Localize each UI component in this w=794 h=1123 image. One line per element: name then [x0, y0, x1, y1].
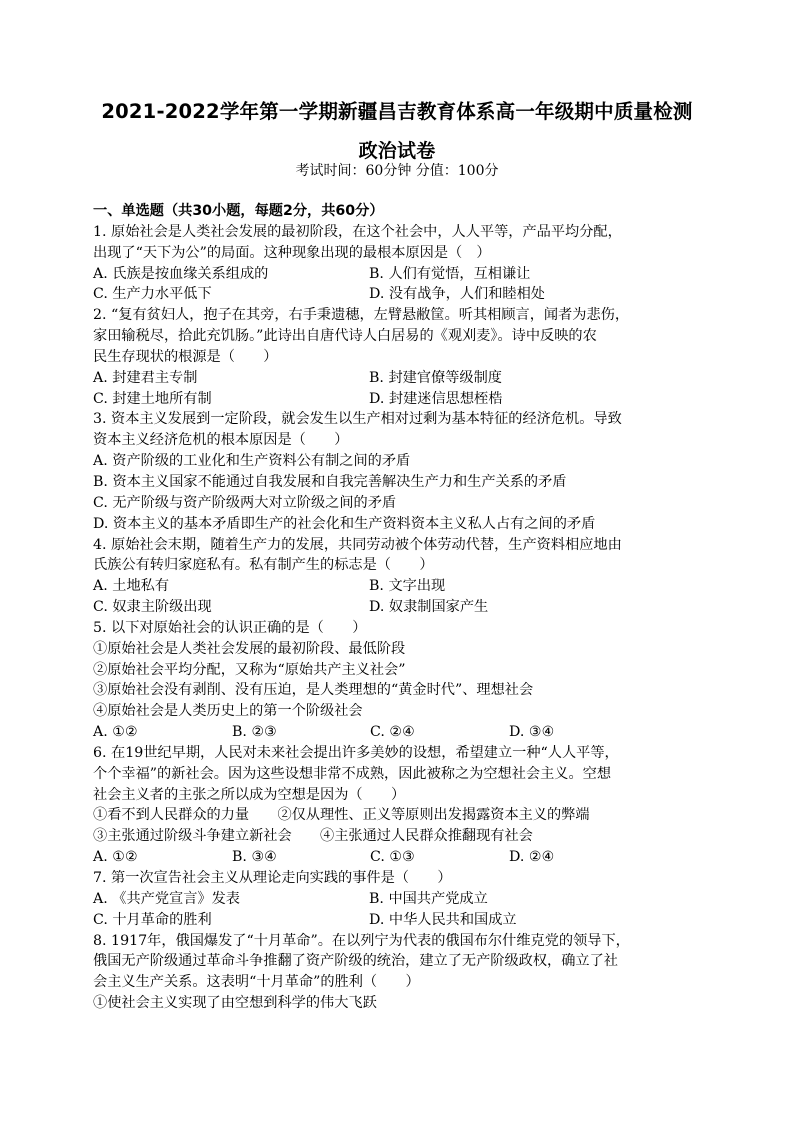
option-c: C. 十月革命的胜利 — [93, 911, 212, 928]
option-a: A. 土地私有 — [93, 578, 170, 595]
option-c: C. ②④ — [370, 724, 415, 741]
question-7-options-row — [93, 889, 713, 910]
question-6-stem-line: 6. 在19世纪早期，人民对未来社会提出许多美妙的设想，希望建立一种“人人平等， — [93, 744, 619, 761]
option-b: B. 文字出现 — [369, 578, 446, 595]
option-c: C. 封建土地所有制 — [93, 390, 212, 407]
question-6-stem-line: 个个幸福”的新社会。因为这些设想非常不成熟，因此被称之为空想社会主义。空想 — [93, 765, 612, 782]
option-c: C. 生产力水平低下 — [93, 286, 212, 303]
question-6-statement: ③主张通过阶级斗争建立新社会 ④主张通过人民群众推翻现有社会 — [93, 828, 533, 845]
question-8-stem-line: 8. 1917年，俄国爆发了“十月革命”。在以列宁为代表的俄国布尔什维克党的领导下， — [93, 932, 630, 949]
question-8-stem-line: 俄国无产阶级通过革命斗争推翻了资产阶级的统治，建立了无产阶级政权，确立了社 — [93, 953, 618, 970]
exam-body — [93, 201, 713, 1014]
question-7-stem-line: 7. 第一次宣告社会主义从理论走向实践的事件是（ ） — [93, 870, 452, 886]
question-2-options-row — [93, 389, 713, 410]
question-5-options-row — [93, 722, 713, 743]
question-2-stem-line: 家田输税尽，拾此充饥肠。”此诗出自唐代诗人白居易的《观刈麦》。诗中反映的农 — [93, 328, 597, 345]
question-8-stem-line: 会主义生产关系。这表明“十月革命”的胜利（ ） — [93, 974, 420, 991]
question-4-stem-line: 4. 原始社会末期，随着生产力的发展，共同劳动被个体劳动代替，生产资料相应地由 — [93, 536, 622, 553]
option-d: D. ③④ — [509, 724, 555, 741]
question-1-stem-line: 出现了“天下为公”的局面。这种现象出现的最根本原因是（ ） — [93, 244, 491, 261]
option-a: A. 氏族是按血缘关系组成的 — [93, 265, 269, 282]
option-a: A. 封建君主专制 — [93, 369, 198, 386]
option-b: B. 中国共产党成立 — [369, 890, 488, 907]
question-2-stem-line: 2. “复有贫妇人，抱子在其旁，右手秉遗穗，左臂悬敝筐。听其相顾言，闻者为悲伤， — [93, 307, 630, 324]
exam-subject: 政治试卷 — [358, 140, 436, 162]
option-b: B. ②③ — [232, 724, 277, 741]
question-5-stem-line: 5. 以下对原始社会的认识正确的是（ ） — [93, 619, 367, 636]
question-6-statement: ①看不到人民群众的力量 ②仅从理性、正义等原则出发揭露资本主义的弊端 — [93, 807, 590, 824]
question-4-stem-line: 氏族公有转归家庭私有。私有制产生的标志是（ ） — [93, 557, 434, 574]
exam-title: 2021-2022学年第一学期新疆昌吉教育体系高一年级期中质量检测 — [101, 100, 693, 123]
option-d: D. 中华人民共和国成立 — [369, 911, 517, 928]
question-5-statement: ④原始社会是人类历史上的第一个阶级社会 — [93, 703, 363, 720]
question-7-options-row — [93, 910, 713, 931]
option-b: B. ③④ — [232, 849, 277, 866]
question-1-options-row — [93, 264, 713, 285]
option-d: D. 奴隶制国家产生 — [369, 599, 489, 616]
option-b: B. 封建官僚等级制度 — [369, 369, 502, 386]
question-6-stem-line: 社会主义者的主张之所以成为空想是因为（ ） — [93, 786, 406, 803]
option-d: D. 没有战争，人们和睦相处 — [369, 286, 545, 303]
question-1-stem-line: 1. 原始社会是人类社会发展的最初阶段，在这个社会中，人人平等，产品平均分配， — [93, 223, 622, 240]
question-4-options-row — [93, 576, 713, 597]
section-heading: 一、单选题（共30小题，每题2分，共60分） — [93, 203, 384, 219]
option-d: D. ②④ — [509, 849, 555, 866]
question-3-stem-line: 资本主义经济危机的根本原因是（ ） — [93, 432, 349, 449]
question-6-options-row — [93, 847, 713, 868]
option-a: A. 资产阶级的工业化和生产资料公有制之间的矛盾 — [93, 453, 411, 470]
option-d: D. 资本主义的基本矛盾即生产的社会化和生产资料资本主义私人占有之间的矛盾 — [93, 515, 596, 532]
exam-info: 考试时间：60分钟 分值：100分 — [295, 163, 499, 179]
option-a: A. ①② — [93, 849, 138, 866]
question-5-statement: ①原始社会是人类社会发展的最初阶段、最低阶段 — [93, 640, 406, 657]
question-5-statement: ③原始社会没有剥削、没有压迫，是人类理想的“黄金时代”、理想社会 — [93, 682, 534, 699]
option-a: A. ①② — [93, 724, 138, 741]
option-b: B. 人们有觉悟，互相谦让 — [369, 265, 531, 282]
question-5-statement: ②原始社会平均分配，又称为“原始共产主义社会” — [93, 661, 406, 678]
question-2-options-row — [93, 368, 713, 389]
option-c: C. ①③ — [370, 849, 415, 866]
question-8-statement: ①使社会主义实现了由空想到科学的伟大飞跃 — [93, 995, 377, 1012]
option-d: D. 封建迷信思想桎梏 — [369, 390, 503, 407]
question-3-stem-line: 3. 资本主义发展到一定阶段，就会发生以生产相对过剩为基本特征的经济危机。导致 — [93, 411, 622, 428]
option-b: B. 资本主义国家不能通过自我发展和自我完善解决生产力和生产关系的矛盾 — [93, 473, 567, 490]
question-1-options-row — [93, 284, 713, 305]
option-a: A. 《共产党宣言》发表 — [93, 890, 240, 907]
question-4-options-row — [93, 597, 713, 618]
question-2-stem-line: 民生存现状的根源是（ ） — [93, 348, 278, 365]
option-c: C. 无产阶级与资产阶级两大对立阶级之间的矛盾 — [93, 494, 397, 511]
option-c: C. 奴隶主阶级出现 — [93, 599, 212, 616]
